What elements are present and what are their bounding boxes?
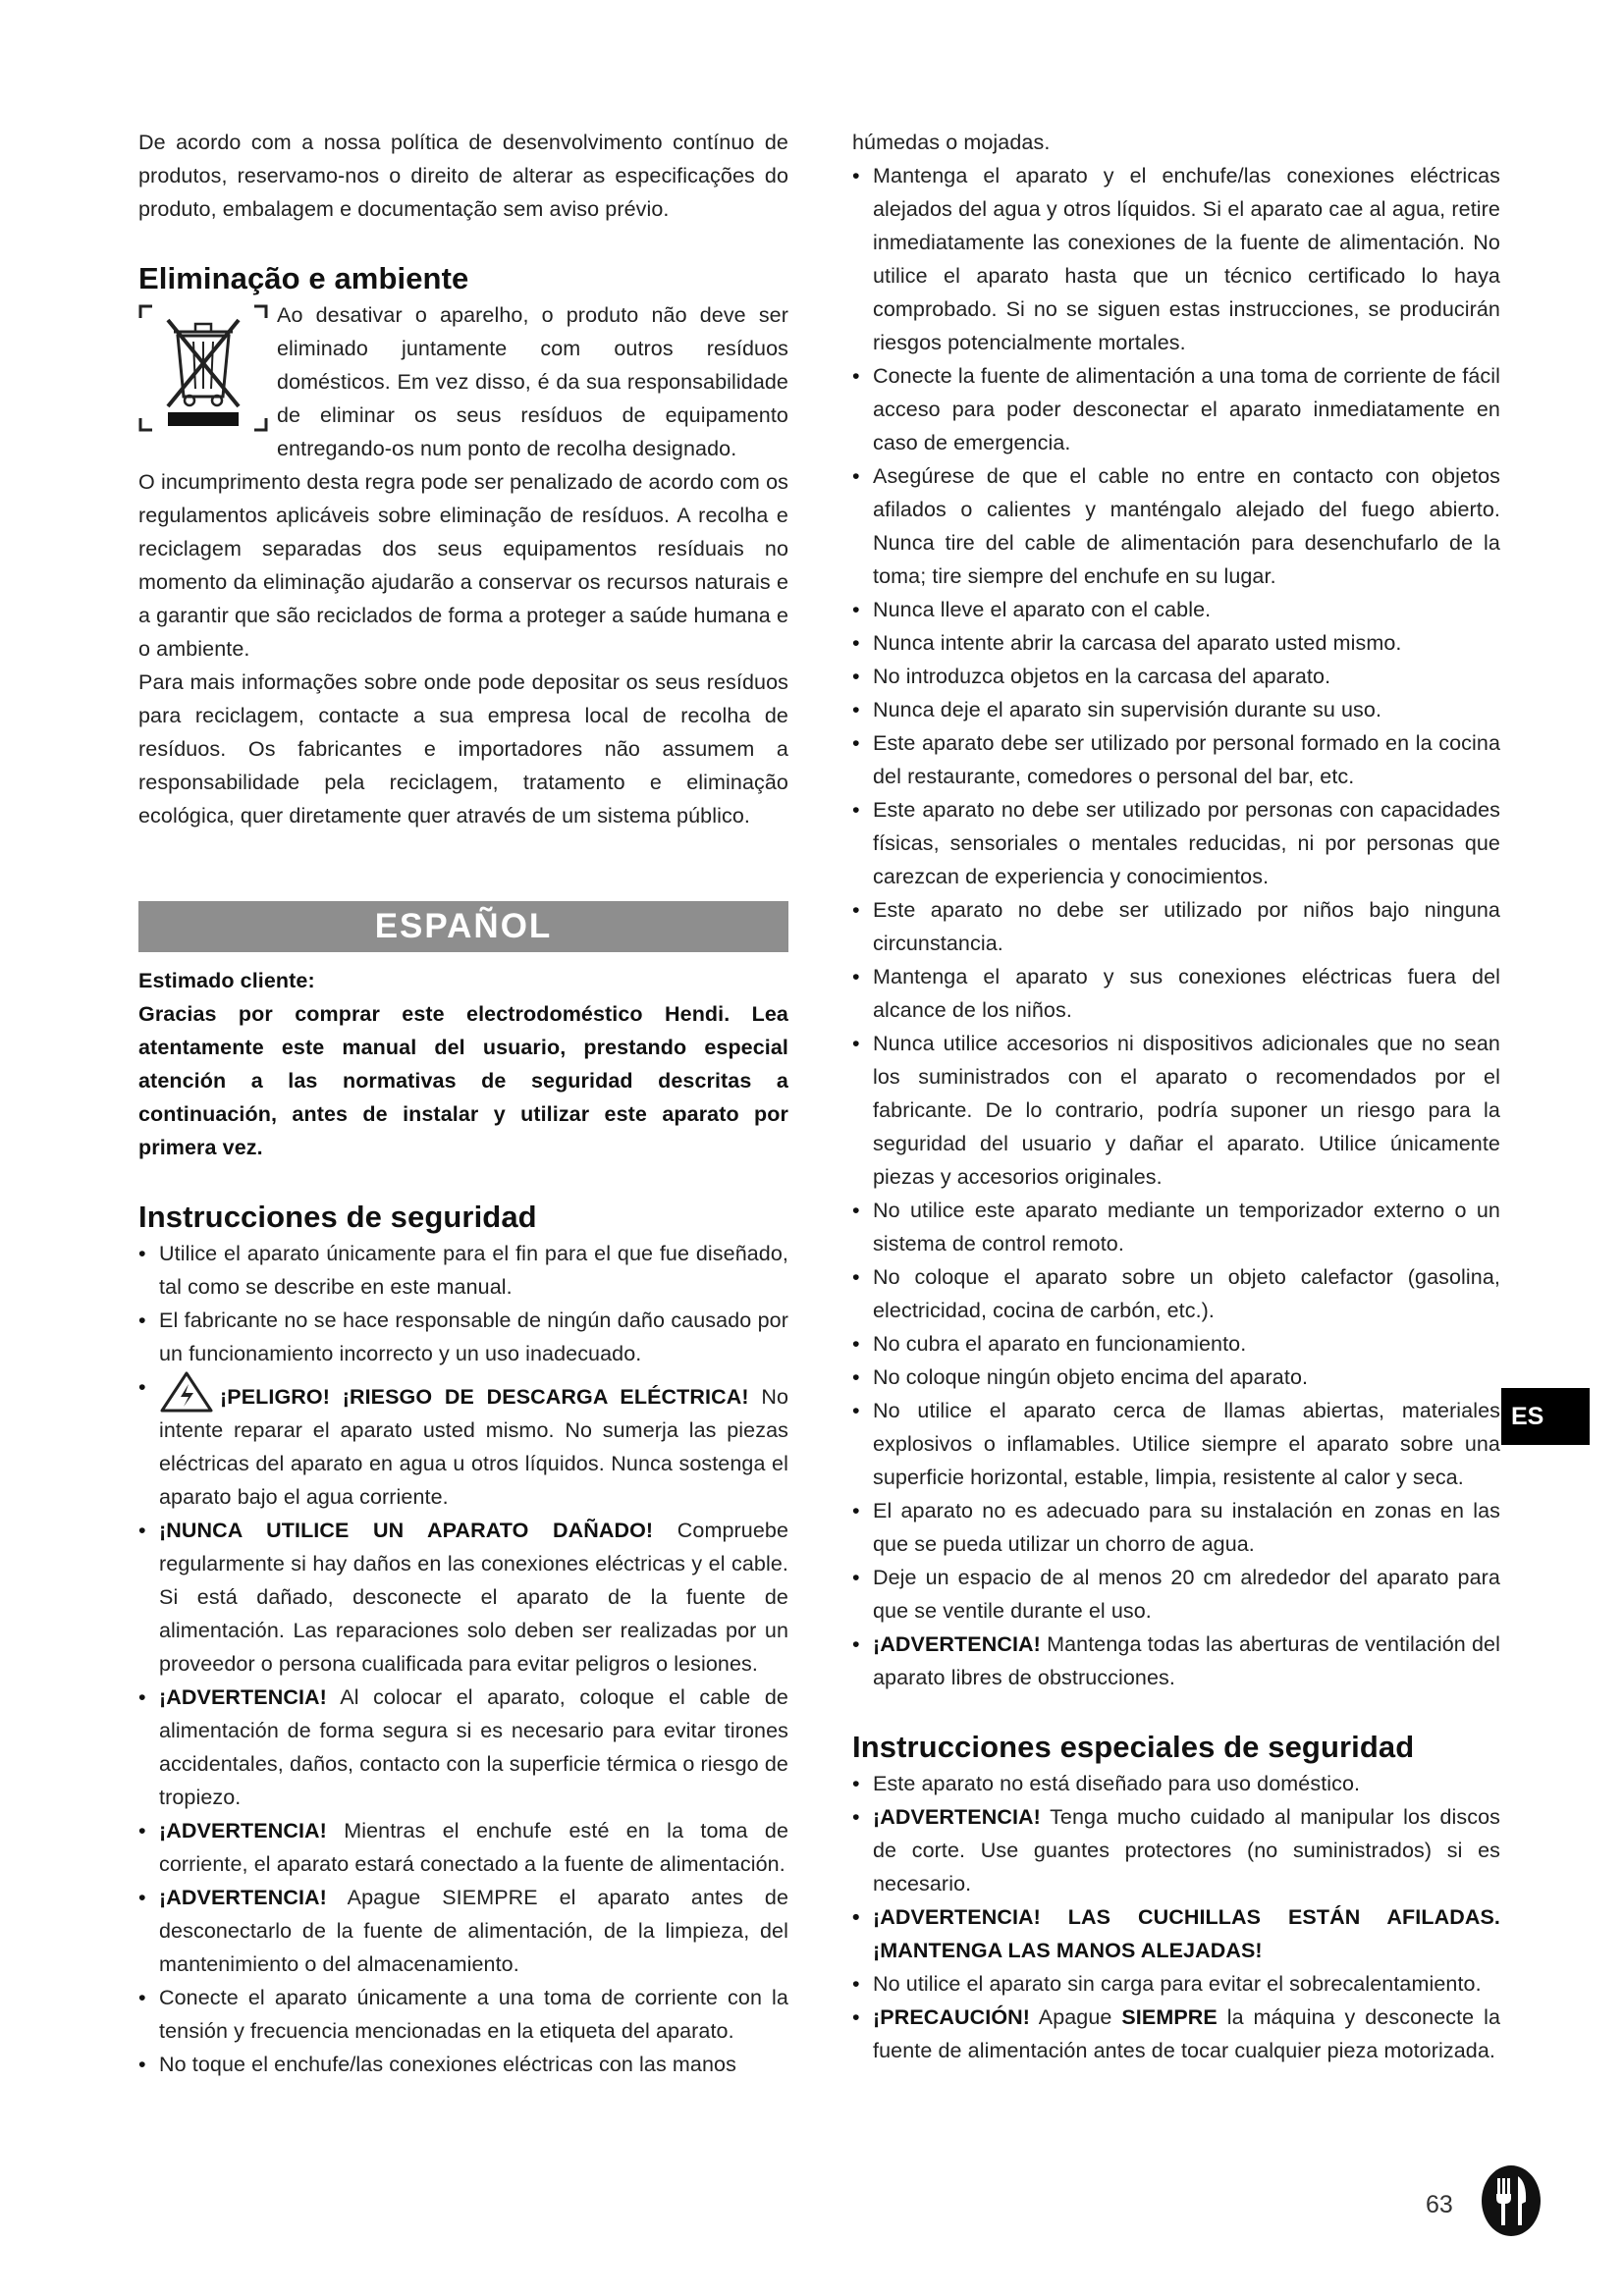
list-item: • ¡ADVERTENCIA! LAS CUCHILLAS ESTÁN AFILADAS. ¡MANTENGA LAS MANOS ALEJADAS!: [852, 1900, 1500, 1967]
list-item: • No utilice este aparato mediante un temporizador externo o un sistema de control remoto.: [852, 1194, 1500, 1260]
list-item: • Deje un espacio de al menos 20 cm alrededor del aparato para que se ventile durante el uso.: [852, 1561, 1500, 1628]
list-item: • Nunca lleve el aparato con el cable.: [852, 593, 1500, 626]
crossed-out-wheelie-bin-icon: [138, 302, 268, 434]
warning-text: Mantenga todas las aberturas de ventilación del aparato libres de obstrucciones.: [873, 1632, 1500, 1689]
list-item: • No utilice el aparato sin carga para evitar el sobrecalentamiento.: [852, 1967, 1500, 2001]
list-item: • Conecte la fuente de alimentación a una toma de corriente de fácil acceso para poder desconectar el aparato inmediatamente en caso de emergencia.: [852, 359, 1500, 459]
danger-label: ¡PELIGRO! ¡RIESGO DE DESCARGA ELÉCTRICA!: [220, 1385, 749, 1409]
list-item: • El fabricante no se hace responsable de ningún daño causado por un funcionamiento incorrecto y un uso inadecuado.: [138, 1304, 788, 1370]
language-bar: ESPAÑOL: [138, 901, 788, 952]
list-item: • No introduzca objetos en la carcasa del aparato.: [852, 660, 1500, 693]
warning-label: ¡ADVERTENCIA!: [159, 1886, 327, 1909]
caution-text-rest: la máquina y desconecte la fuente de alimentación antes de tocar cualquier pieza motorizada.: [873, 2005, 1501, 2062]
caution-label: ¡PRECAUCIÓN!: [873, 2005, 1031, 2029]
list-item: • El aparato no es adecuado para su instalación en zonas en las que se pueda utilizar un chorro de agua.: [852, 1494, 1500, 1561]
list-item: • Conecte el aparato únicamente a una toma de corriente con la tensión y frecuencia mencionadas en la etiqueta del aparato.: [138, 1981, 788, 2048]
safety-list-continued: [852, 159, 1500, 1694]
list-item: • Mantenga el aparato y el enchufe/las conexiones eléctricas alejados del agua y otros líquidos. Si el aparato cae al agua, retire inmediatamente las conexiones de la fuente de alimentación. No utilice el aparato hasta que un técnico certificado lo haya comprobado. Si no se siguen estas instrucciones, se producirán riesgos potencialmente mortales.: [852, 159, 1500, 359]
warning-text: Tenga mucho cuidado al manipular los discos de corte. Use guantes protectores (no suministrados) si es necesario.: [873, 1805, 1500, 1896]
warning-label: ¡NUNCA UTILICE UN APARATO DAÑADO!: [159, 1519, 654, 1542]
disposal-paragraph-1: Ao desativar o aparelho, o produto não deve ser eliminado juntamente com outros resíduos domésticos. Em vez disso, é da sua responsabilidade de eliminar os seus resíduos de equipamento entregando-os num ponto de recolha designado.: [277, 303, 788, 460]
safety-heading: Instrucciones de seguridad: [138, 1200, 537, 1234]
caution-emphasis: SIEMPRE: [1121, 2005, 1218, 2029]
special-safety-heading: Instrucciones especiales de seguridad: [852, 1730, 1415, 1764]
list-item: • Utilice el aparato únicamente para el fin para el que fue diseñado, tal como se describe en este manual.: [138, 1237, 788, 1304]
list-item: • Este aparato debe ser utilizado por personal formado en la cocina del restaurante, comedores o personal del bar, etc.: [852, 726, 1500, 793]
warning-label: ¡ADVERTENCIA!: [873, 1805, 1041, 1829]
thanks-paragraph: Gracias por comprar este electrodoméstico Hendi. Lea atentamente este manual del usuario, prestando especial atención a las normativas de seguridad descritas a continuación, antes de instalar y utilizar este aparato por primera vez.: [138, 1002, 788, 1159]
list-item: • Este aparato no debe ser utilizado por personas con capacidades físicas, sensoriales o mentales reducidas, ni por personas que carezcan de experiencia y conocimientos.: [852, 793, 1500, 893]
warning-text: Apague SIEMPRE el aparato antes de desconectarlo de la fuente de alimentación, de la limpieza, del mantenimiento o del almacenamiento.: [159, 1886, 789, 1976]
list-item: [138, 1370, 788, 1514]
list-item: • No cubra el aparato en funcionamiento.: [852, 1327, 1500, 1361]
danger-text: No intente reparar el aparato usted mismo. No sumerja las piezas eléctricas del aparato en agua u otros líquidos. Nunca sostenga el aparato bajo el agua corriente.: [159, 1385, 788, 1509]
list-item: [138, 1681, 788, 1814]
list-item: [138, 1814, 788, 1881]
list-item: [138, 1514, 788, 1681]
caution-text: Apague: [1038, 2005, 1112, 2029]
disposal-block: [138, 298, 788, 465]
list-item: • No coloque ningún objeto encima del aparato.: [852, 1361, 1500, 1394]
warning-text: Mientras el enchufe esté en la toma de corriente, el aparato estará conectado a la fuente de alimentación.: [159, 1819, 789, 1876]
safety-list: [138, 1237, 788, 2081]
disposal-heading: Eliminação e ambiente: [138, 261, 469, 295]
list-item: • Este aparato no está diseñado para uso doméstico.: [852, 1767, 1500, 1800]
list-item: [138, 1881, 788, 1981]
list-item: • No toque el enchufe/las conexiones eléctricas con las manos: [138, 2048, 788, 2081]
page-number: 63: [1426, 2191, 1453, 2218]
list-item: [852, 1800, 1500, 1900]
list-item: • Mantenga el aparato y sus conexiones eléctricas fuera del alcance de los niños.: [852, 960, 1500, 1027]
list-item: • No coloque el aparato sobre un objeto calefactor (gasolina, electricidad, cocina de carbón, etc.).: [852, 1260, 1500, 1327]
list-item: • Nunca utilice accesorios ni dispositivos adicionales que no sean los suministrados con el aparato o recomendados por el fabricante. De lo contrario, podría suponer un riesgo para la seguridad del usuario y dañar el aparato. Utilice únicamente piezas y accesorios originales.: [852, 1027, 1500, 1194]
list-item: • Nunca intente abrir la carcasa del aparato usted mismo.: [852, 626, 1500, 660]
language-tab: ES: [1501, 1388, 1590, 1445]
list-item: • Nunca deje el aparato sin supervisión durante su uso.: [852, 693, 1500, 726]
special-safety-list: [852, 1767, 1500, 2067]
electric-shock-warning-icon: [159, 1370, 214, 1414]
disposal-paragraph-3: Para mais informações sobre onde pode depositar os seus resíduos para reciclagem, contacte a sua empresa local de recolha de resíduos. Os fabricantes e importadores não assumem a responsabilidade pela reciclagem, tratamento e eliminação ecológica, quer diretamente quer através de um sistema público.: [138, 670, 788, 828]
left-column: [138, 126, 788, 2081]
warning-label: ¡ADVERTENCIA!: [873, 1632, 1041, 1656]
disposal-paragraph-2: O incumprimento desta regra pode ser penalizado de acordo com os regulamentos aplicáveis sobre eliminação de resíduos. A recolha e reciclagem separadas dos seus equipamentos resíduais no momento da eliminação ajudarão a conservar os recursos naturais e a garantir que são reciclados de forma a proteger a saúde humana e o ambiente.: [138, 470, 788, 661]
intro-paragraph: De acordo com a nossa política de desenvolvimento contínuo de produtos, reservamo-nos o direito de alterar as especificações do produto, embalagem e documentação sem aviso prévio.: [138, 131, 788, 221]
hendi-cutlery-logo-icon: [1481, 2164, 1542, 2237]
list-item: [852, 2001, 1500, 2067]
greeting: Estimado cliente:: [138, 969, 315, 992]
list-item: [852, 1628, 1500, 1694]
list-item: • Este aparato no debe ser utilizado por niños bajo ninguna circunstancia.: [852, 893, 1500, 960]
continuation-text: húmedas o mojadas.: [852, 131, 1051, 154]
warning-text: Compruebe regularmente si hay daños en las conexiones eléctricas y el cable. Si está dañado, desconecte el aparato de la fuente de alimentación. Las reparaciones solo deben ser realizadas por un proveedor o persona cualificada para evitar peligros o lesiones.: [159, 1519, 789, 1676]
list-item: • No utilice el aparato cerca de llamas abiertas, materiales explosivos o inflamables. Utilice siempre el aparato sobre una superficie horizontal, estable, limpia, resistente al calor y seca.: [852, 1394, 1500, 1494]
right-column: [852, 126, 1500, 2067]
warning-label: ¡ADVERTENCIA!: [159, 1819, 327, 1842]
list-item: • Asegúrese de que el cable no entre en contacto con objetos afilados o calientes y manténgalo alejado del fuego abierto. Nunca tire del cable de alimentación para desenchufarlo de la toma; tire siempre del enchufe en su lugar.: [852, 459, 1500, 593]
warning-text: Al colocar el aparato, coloque el cable de alimentación de forma segura si es necesario para evitar tirones accidentales, daños, contacto con la superficie térmica o riesgo de tropiezo.: [159, 1685, 788, 1809]
warning-label: ¡ADVERTENCIA!: [159, 1685, 327, 1709]
